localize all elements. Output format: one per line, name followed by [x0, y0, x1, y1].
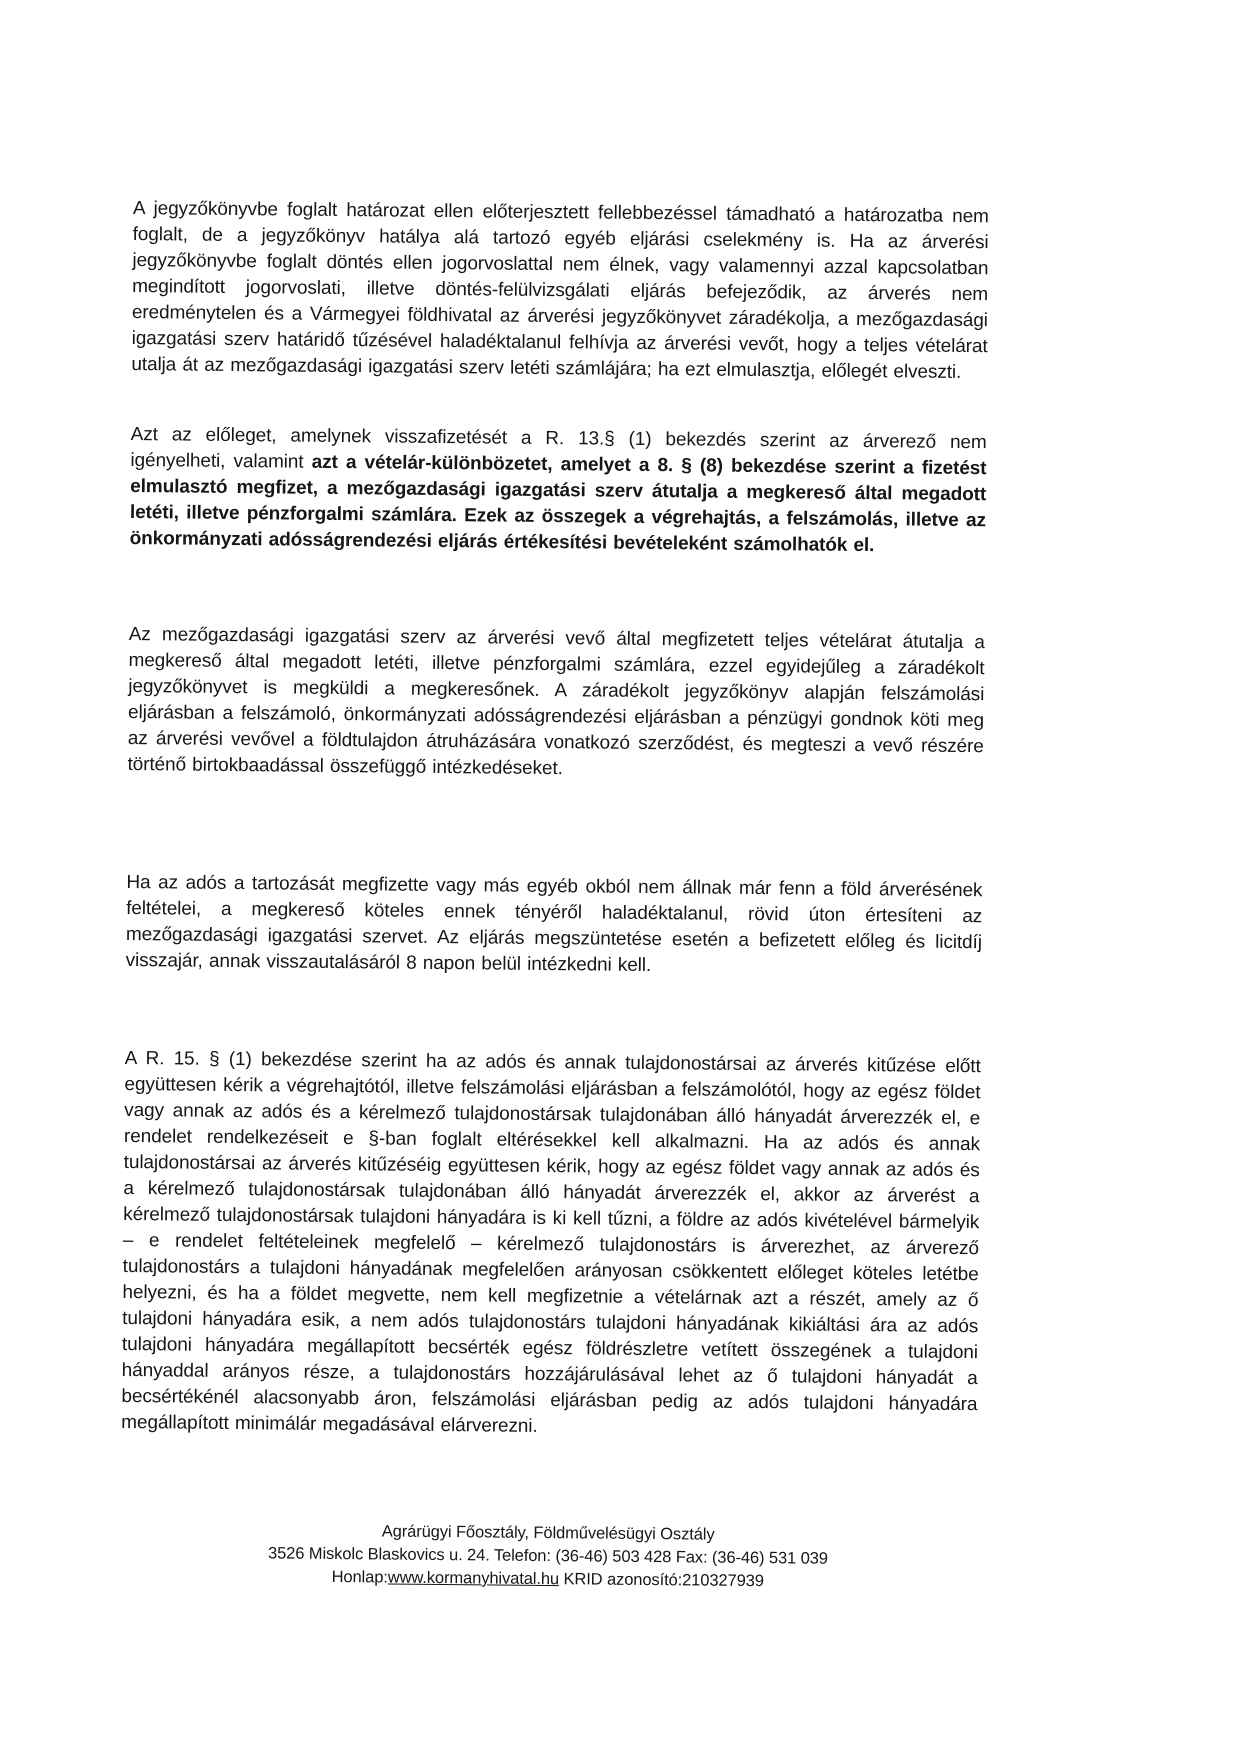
- paragraph-text: Azt az előleget, amelynek visszafizetését a R. 13.§ (1) bekezdés szerint az árverező nem igényelheti, valamint: [130, 423, 987, 473]
- paragraph-bold-text: azt a vételár-különbözetet, amelyet a 8. § (8) bekezdése szerint a fizetést elmulasztó megfizet, a mezőgazdasági igazgatási szerv átutalja a megkereső által megadott letéti, illetve pénzforgalmi számlára. Ezek az összegek a végrehajtás, a felszámolás, illetve az önkormányzati adósságrendezési eljárás értékesítési bevételeként számolhatók el.: [129, 451, 987, 557]
- paragraph-text: Az mezőgazdasági igazgatási szerv az árverési vevő által megfizetett teljes vételárat átutalja a megkereső által megadott letéti, illetve pénzforgalmi számlára, ezzel egyidejűleg a záradékolt jegyzőkönyvet is megküldi a megkeresőnek. A záradékolt jegyzőkönyv alapján felszámolási eljárásban a felszámoló, önkormányzati adósságrendezési eljárásban a pénzügyi gondnok köti meg az árverési vevővel a földtulajdon átruházására vonatkozó szerződést, és megteszi a vevő részére történő birtokbaadással összefüggő intézkedéseket.: [127, 623, 985, 780]
- document-footer: [120, 1518, 977, 1595]
- paragraph-text: Ha az adós a tartozását megfizette vagy más egyéb okból nem állnak már fenn a föld árverésének feltételei, a megkereső köteles ennek tényéről haladéktalanul, rövid úton értesíteni az mezőgazdasági igazgatási szervet. Az eljárás megszüntetése esetén a befizetett előleg és licitdíj visszajár, annak visszautalásáról 8 napon belül intézkedni kell.: [125, 871, 983, 977]
- footer-homepage-label: Honlap:: [331, 1567, 388, 1587]
- footer-department: Agrárügyi Főosztály, Földművelésügyi Osztály: [381, 1522, 715, 1544]
- footer-krid: KRID azonosító:210327939: [558, 1570, 764, 1591]
- paragraph-deposit-transfer: [130, 422, 987, 560]
- paragraph-co-owners-rules: [121, 1046, 981, 1444]
- footer-address-phone: 3526 Miskolc Blaskovics u. 24. Telefon: (36-46) 503 428 Fax: (36-46) 531 039: [267, 1544, 828, 1568]
- paragraph-text: A jegyzőkönyvbe foglalt határozat ellen előterjesztett fellebbezéssel támadható a határozatba nem foglalt, de a jegyzőkönyv hatálya alá tartozó egyéb eljárási cselekmény is. Ha az árverési jegyzőkönyvbe foglalt döntés ellen jogorvoslattal nem élnek, vagy valamennyi azzal kapcsolatban megindított jogorvoslati, illetve döntés-felülvizsgálati eljárás befejeződik, az árverés nem eredménytelen és a Vármegyei földhivatal az árverési jegyzőkönyvet záradékolja, a mezőgazdasági igazgatási szerv határidő tűzésével haladéktalanul felhívja az árverési vevőt, hogy a teljes vételárat utalja át az mezőgazdasági igazgatási szerv letéti számlájára; ha ezt elmulasztja, előlegét elveszti.: [131, 197, 989, 383]
- paragraph-appeal-rules: [131, 196, 989, 386]
- paragraph-debt-settled: [126, 870, 983, 982]
- paragraph-purchase-price-transfer: [127, 622, 984, 786]
- paragraph-text: A R. 15. § (1) bekezdése szerint ha az adós és annak tulajdonostársai az árverés kitűzése előtt együttesen kérik a végrehajtótól, illetve felszámolási eljárásban a felszámolótól, hogy az egész földet vagy annak az adós és a kérelmező tulajdonostársak tulajdonában álló hányadát árverezzék el, e rendelet rendelkezéseit e §-ban foglalt eltérésekkel kell alkalmazni. Ha az adós és annak tulajdonostársai az árverés kitűzéséig együttesen kérik, hogy az egész földet vagy annak az adós és a kérelmező tulajdonostársak tulajdonában álló hányadát árverezzék el, akkor az árverést a kérelmező tulajdonostársak tulajdoni hányadára is ki kell tűzni, a földre az adós kivételével bármelyik – e rendelet feltételeinek megfelelő – kérelmező tulajdonostárs is árverezhet, az árverező tulajdonostárs a tulajdoni hányadának megfelelően arányosan csökkentett előleget köteles letétbe helyezni, és ha a földet megvette, nem kell megfizetnie a vételárnak azt a részét, amely az ő tulajdoni hányadára esik, a nem adós tulajdonostárs tulajdoni hányadának kikiáltási ára az adós tulajdoni hányadára megállapított becsérték egész földrészletre vetített összegének a tulajdoni hányaddal arányos része, a tulajdonostárs hozzájárulásával lehet az ő tulajdoni hányadát a becsértékénél alacsonyabb áron, felszámolási eljárásban pedig az adós tulajdoni hányadára megállapított minimálár megadásával elárverezni.: [121, 1047, 981, 1437]
- document-page: [120, 196, 989, 1595]
- footer-website-link: www.kormanyhivatal.hu: [387, 1568, 560, 1589]
